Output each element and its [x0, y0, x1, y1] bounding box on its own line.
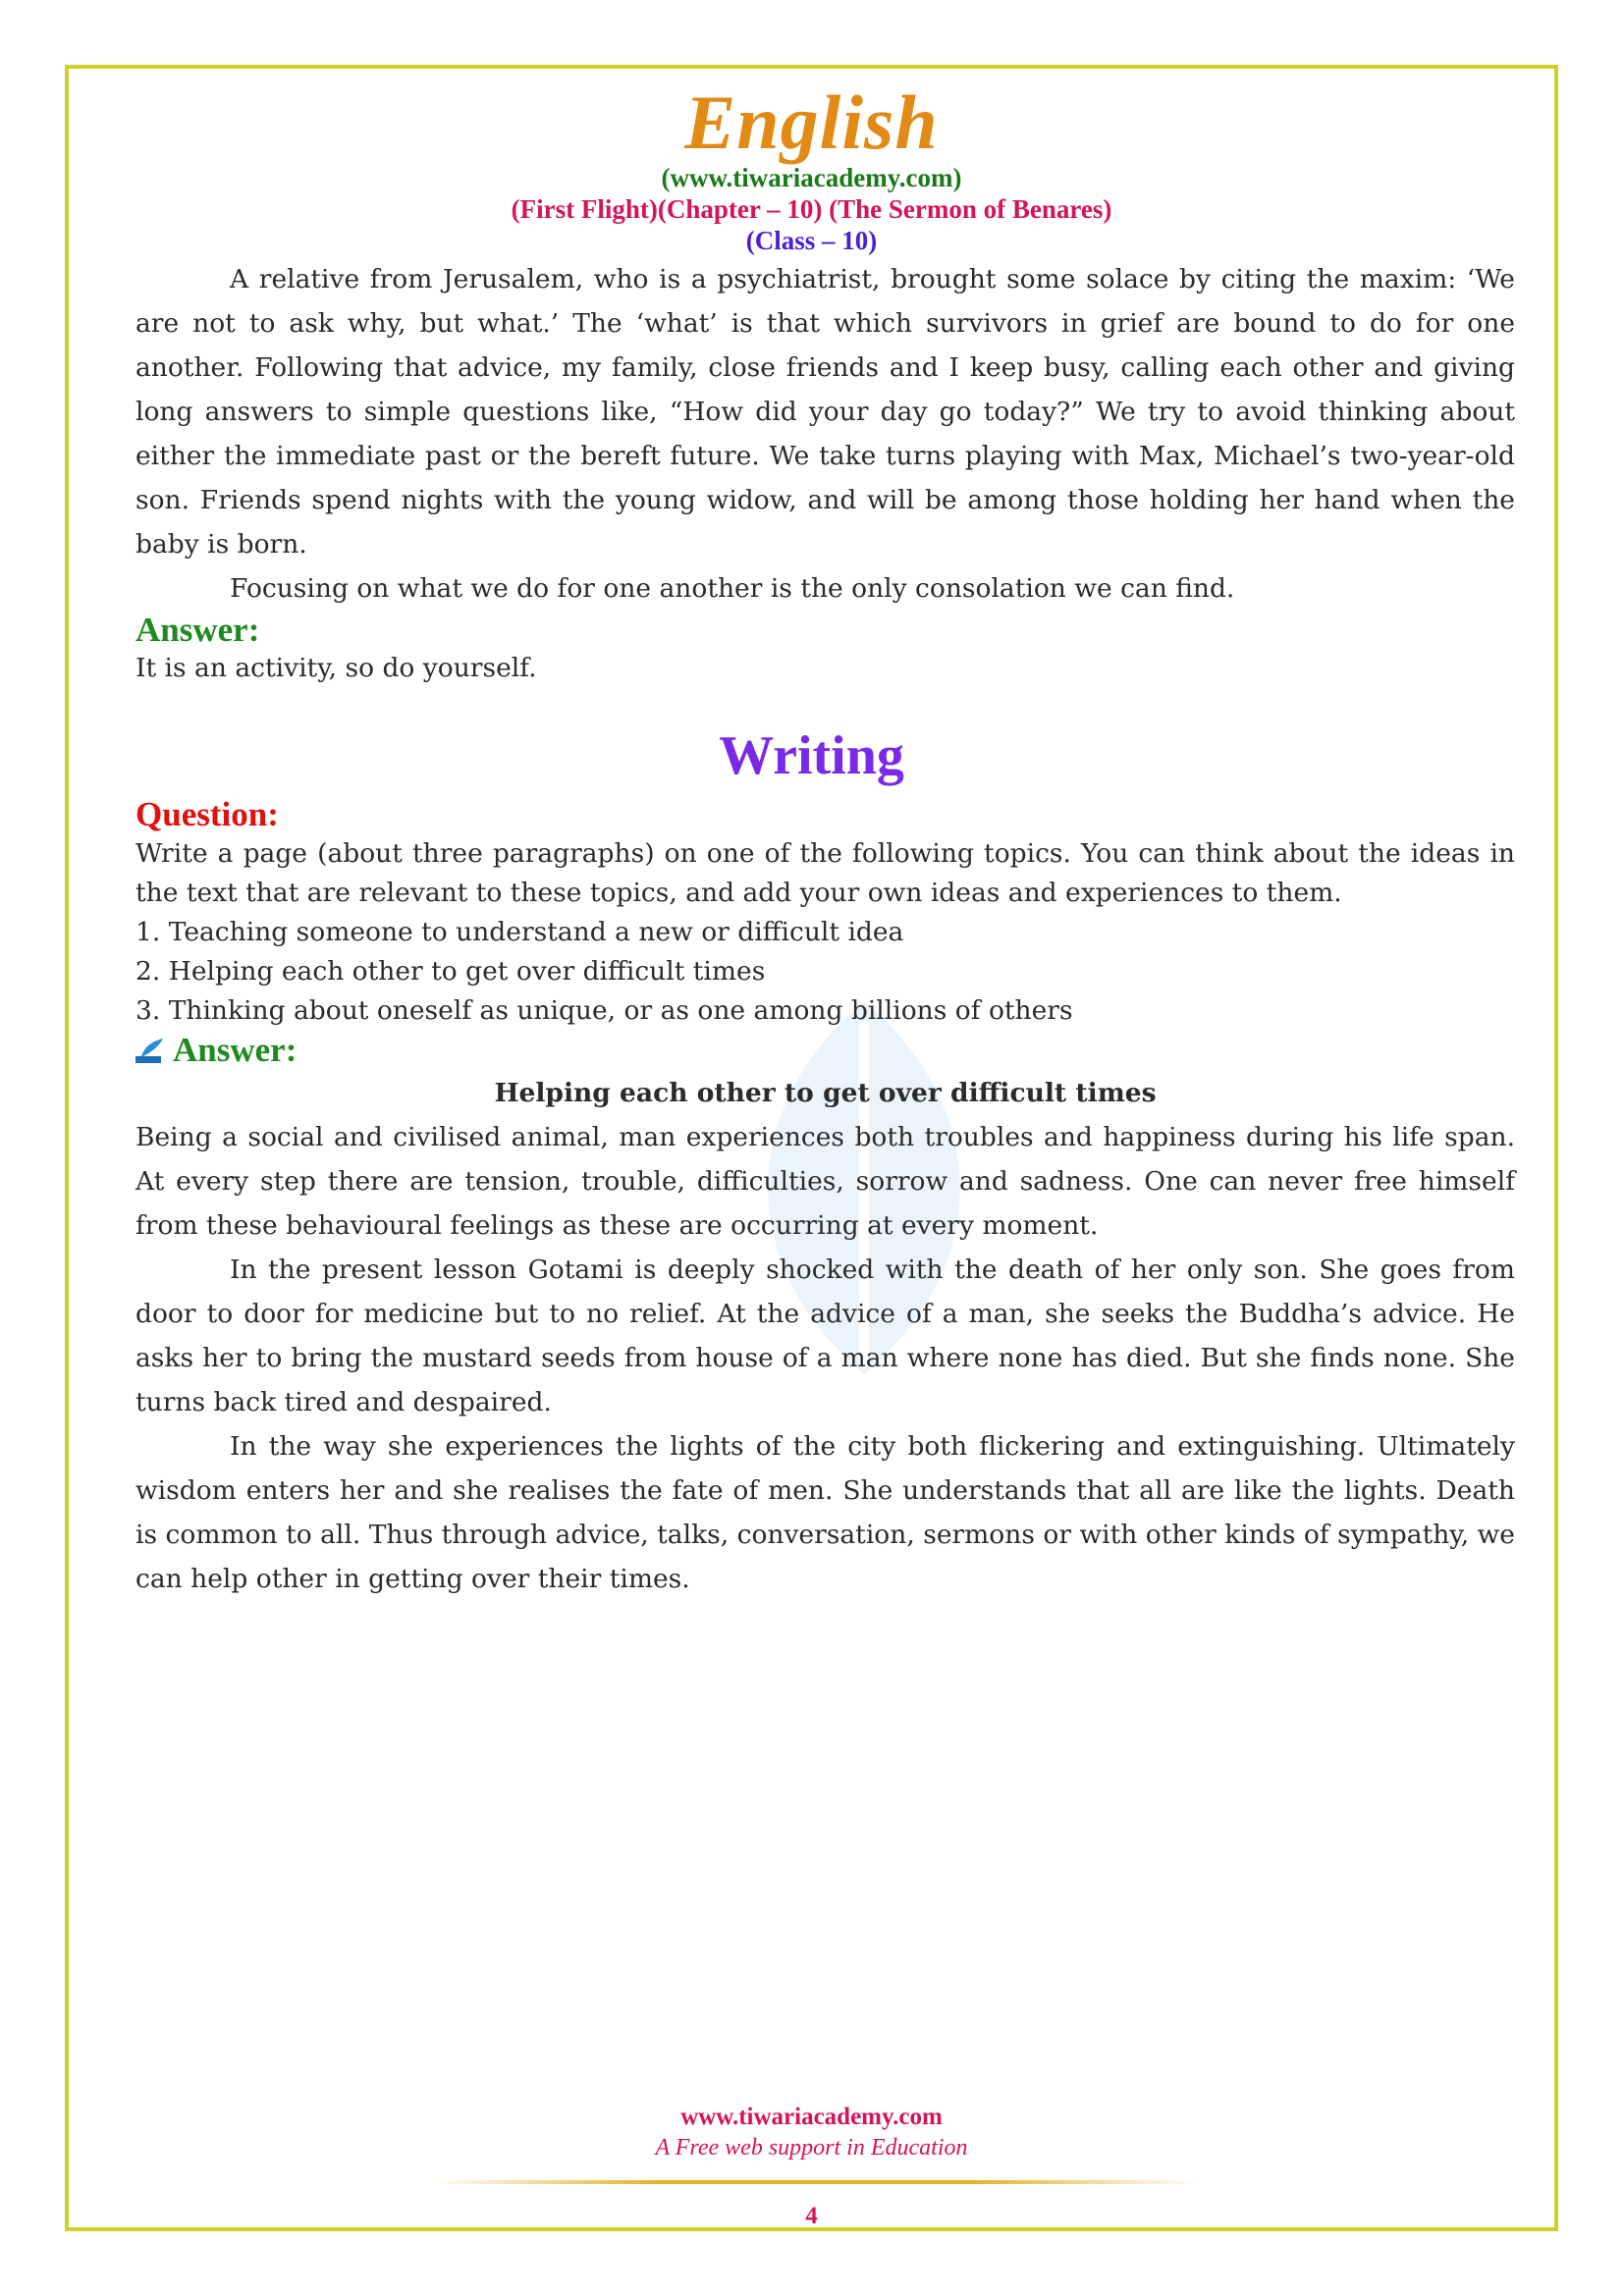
essay-paragraph-1: Being a social and civilised animal, man experiences both troubles and happiness during his life span. At every step there are tension, trouble, difficulties, sorrow and sadness. One can never free himself from these behavioural feelings as these are occurring at every moment. — [135, 1122, 1515, 1241]
page-number: 4 — [805, 2203, 818, 2229]
footer-divider — [432, 2180, 1198, 2184]
footer-url[interactable]: www.tiwariacademy.com — [680, 2104, 943, 2130]
essay-title: Helping each other to get over difficult times — [494, 1078, 1157, 1108]
answer-label-1: Answer: — [135, 611, 260, 649]
essay-paragraph-2: In the present lesson Gotami is deeply shocked with the death of her only son. She goes from door to door for medicine but to no relief. At the advice of a man, she seeks the Buddha’s advice. He asks her to bring the mustard seeds from house of a man where none has died. But she finds none. She turns back tired and despaired. — [135, 1255, 1515, 1417]
answer-label-text: Answer: — [173, 1031, 298, 1069]
page-title: English — [684, 80, 939, 165]
question-label: Question: — [135, 795, 279, 833]
quill-icon — [135, 1039, 165, 1064]
answer-essay — [135, 1071, 1515, 1601]
topic-item: 3. Thinking about oneself as unique, or as one among billions of others — [135, 995, 1073, 1026]
footer-tagline: A Free web support in Education — [655, 2135, 968, 2161]
passage-paragraph-1: A relative from Jerusalem, who is a psychiatrist, brought some solace by citing the maxim: ‘We are not to ask why, but what.’ The ‘what’ is that which survivors in grief are bound to do for one another. Following that advice, my family, close friends and I keep busy, calling each other and giving long answers to simple questions like, “How did your day go today?” We try to avoid thinking about either the immediate past or the bereft future. We take turns playing with Max, Michael’s two-year-old son. Friends spend nights with the young widow, and will be among those holding her hand when the baby is born. — [135, 264, 1515, 560]
passage-section — [135, 257, 1515, 687]
writing-section — [135, 795, 1515, 1070]
essay-paragraph-3: In the way she experiences the lights of the city both flickering and extinguishing. Ultimately wisdom enters her and she realises the fate of men. She understands that all are like the lights. Death is common to all. Thus through advice, talks, conversation, sermons or with other kinds of sympathy, we can help other in getting over their times. — [135, 1431, 1515, 1594]
answer-text-1: It is an activity, so do yourself. — [135, 653, 537, 683]
passage-paragraph-2: Focusing on what we do for one another is the only consolation we can find. — [230, 573, 1235, 604]
topic-item: 2. Helping each other to get over difficult times — [135, 956, 766, 987]
writing-section-title: Writing — [719, 725, 904, 786]
header-class: (Class – 10) — [745, 226, 878, 255]
question-text: Write a page (about three paragraphs) on one of the following topics. You can think about the ideas in the text that are relevant to these topics, and add your own ideas and experiences to them. — [135, 838, 1515, 908]
header-chapter: (First Flight)(Chapter – 10) (The Sermon of Benares) — [511, 194, 1112, 224]
topic-item: 1. Teaching someone to understand a new or difficult idea — [135, 917, 904, 947]
answer-label-2 — [135, 1031, 1515, 1070]
header-website: (www.tiwariacademy.com) — [661, 163, 962, 192]
